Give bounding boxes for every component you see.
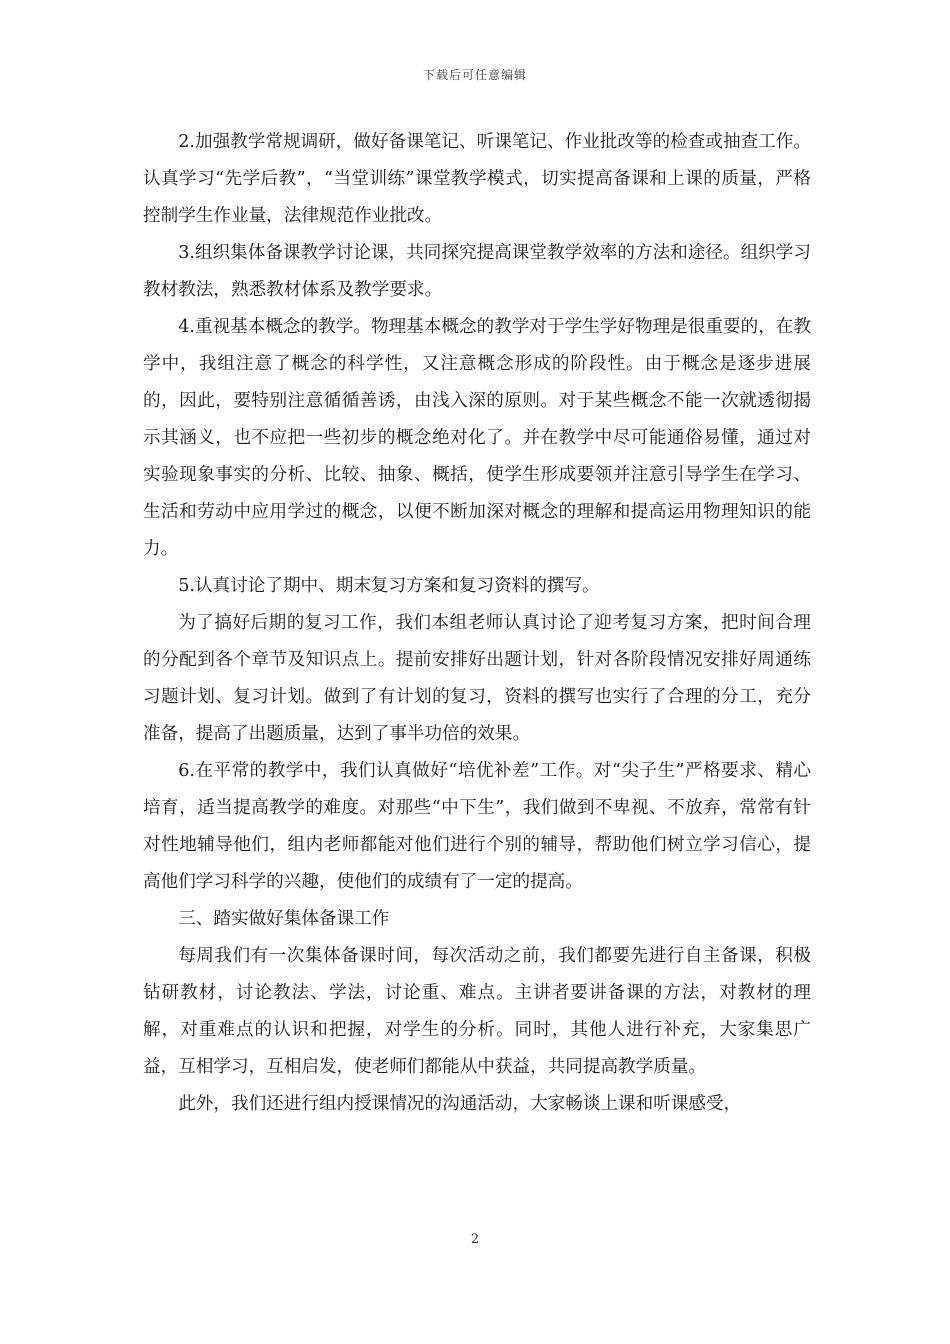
- paragraph-item-4: 4.重视基本概念的教学。物理基本概念的教学对于学生学好物理是很重要的，在教学中，我组注意了概念的科学性，又注意概念形成的阶段性。由于概念是逐步进展的，因此，要特别注意循循善诱，由浅入深的原则。对于某些概念不能一次就透彻揭示其涵义，也不应把一些初步的概念绝对化了。并在教学中尽可能通俗易懂，通过对实验现象事实的分析、比较、抽象、概括，使学生形成要领并注意引导学生在学习、生活和劳动中应用学过的概念，以便不断加深对概念的理解和提高运用物理知识的能力。: [143, 317, 811, 559]
- paragraph-item-2: 2.加强教学常规调研，做好备课笔记、听课笔记、作业批改等的检查或抽查工作。认真学习“先学后教”，“当堂训练”课堂教学模式，切实提高备课和上课的质量，严格控制学生作业量，法律规范作业批改。: [143, 132, 811, 226]
- paragraph-review-work: 为了搞好后期的复习工作，我们本组老师认真讨论了迎考复习方案，把时间合理的分配到各个章节及知识点上。提前安排好出题计划，针对各阶段情况安排好周通练习题计划、复习计划。做到了有计划的复习，资料的撰写也实行了合理的分工，充分准备，提高了出题质量，达到了事半功倍的效果。: [143, 613, 811, 744]
- paragraph-item-6: 6.在平常的教学中，我们认真做好“培优补差”工作。对“尖子生”严格要求、精心培育，适当提高教学的难度。对那些“中下生”，我们做到不卑视、不放弃，常常有针对性地辅导他们，组内老师都能对他们进行个别的辅导，帮助他们树立学习信心，提高他们学习科学的兴趣，使他们的成绩有了一定的提高。: [143, 761, 811, 892]
- paragraph-additional: 此外，我们还进行组内授课情况的沟通活动，大家畅谈上课和听课感受，: [178, 1094, 742, 1114]
- paragraph-item-5: 5.认真讨论了期中、期末复习方案和复习资料的撰写。: [178, 576, 600, 596]
- paragraph-weekly-prep: 每周我们有一次集体备课时间，每次活动之前，我们都要先进行自主备课，积极钻研教材，讨论教法、学法，讨论重、难点。主讲者要讲备课的方法，对教材的理解，对重难点的认识和把握，对学生的分析。同时，其他人进行补充，大家集思广益，互相学习，互相启发，使老师们都能从中获益，共同提高教学质量。: [143, 946, 811, 1077]
- page-number: 2: [470, 1232, 480, 1247]
- document-body: [143, 124, 811, 1123]
- paragraph-item-3: 3.组织集体备课教学讨论课，共同探究提高课堂教学效率的方法和途径。组织学习教材教法，熟悉教材体系及教学要求。: [143, 243, 811, 300]
- page-header: 下载后可任意编辑: [422, 68, 527, 82]
- section-heading-3: 三、踏实做好集体备课工作: [178, 909, 390, 929]
